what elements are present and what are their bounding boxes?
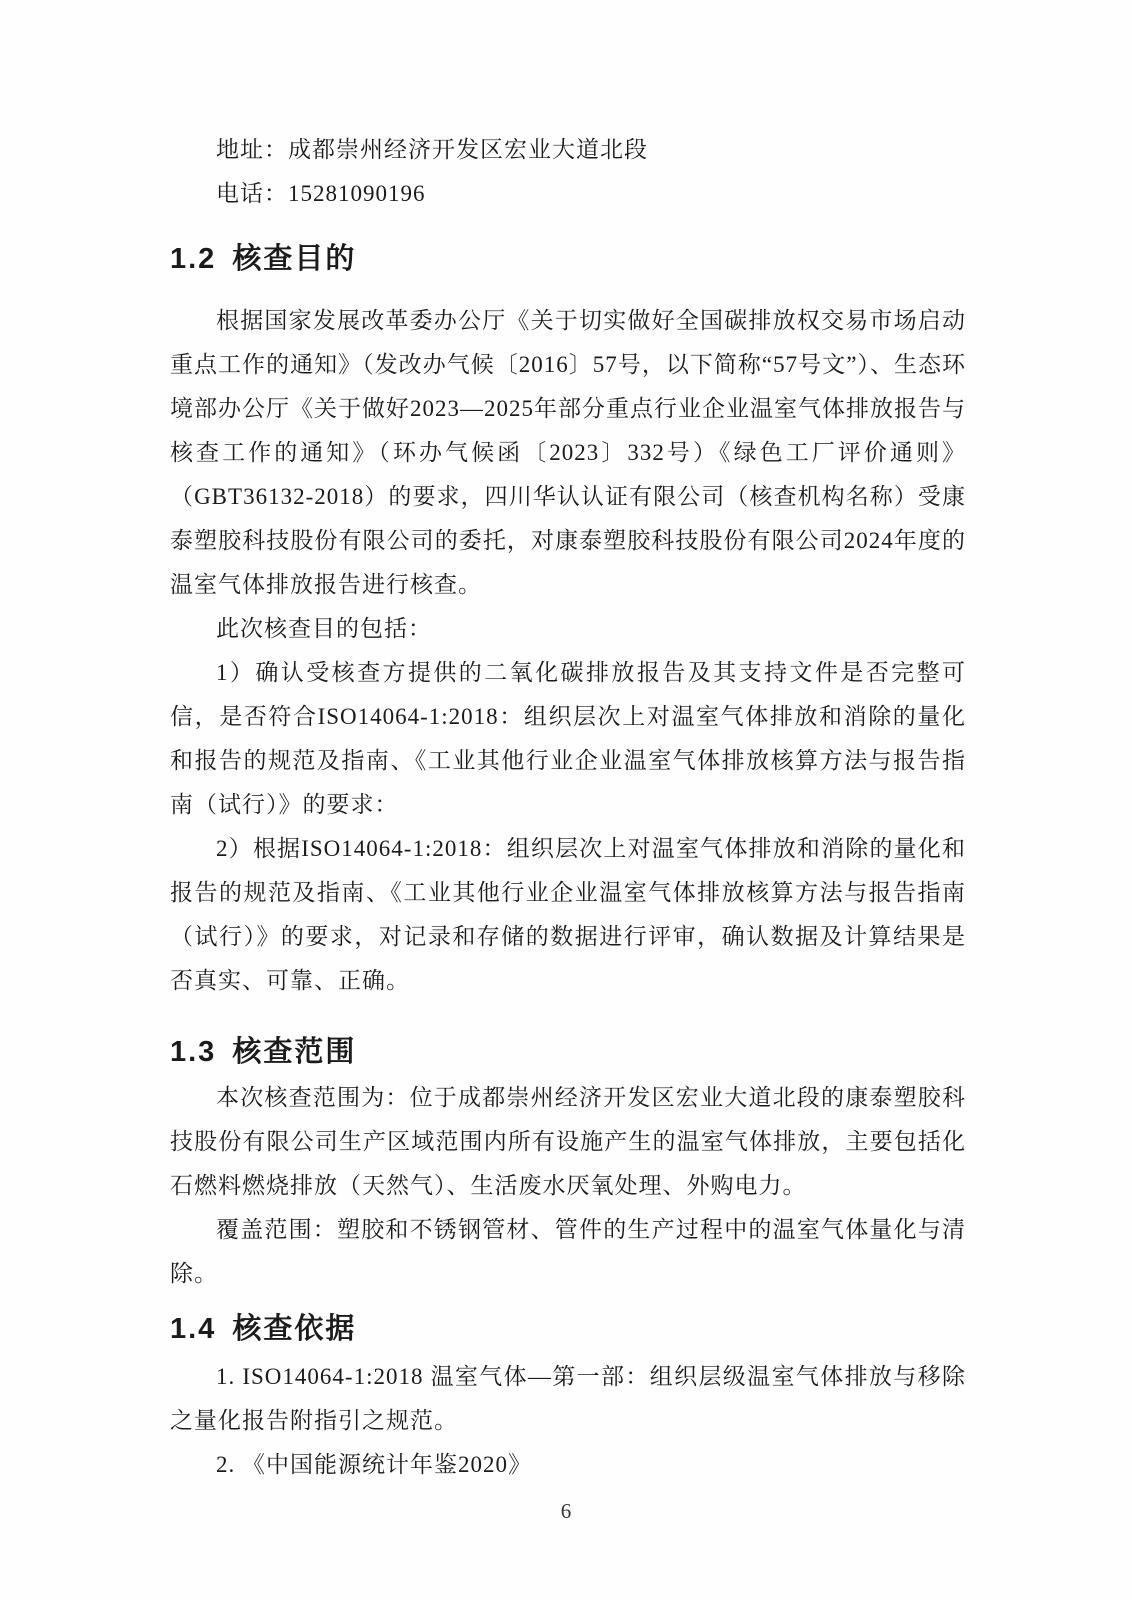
page-number: 6 bbox=[560, 1499, 572, 1523]
phone-line: 电话：15281090196 bbox=[216, 181, 426, 206]
paragraph: 2. 《中国能源统计年鉴2020》 bbox=[216, 1452, 532, 1477]
page-content bbox=[170, 128, 966, 1487]
paragraph: 1）确认受核查方提供的二氧化碳排放报告及其支持文件是否完整可信，是否符合ISO14064-1:2018：组织层次上对温室气体排放和消除的量化和报告的规范及指南、《工业其他行业企业温室气体排放核算方法与报告指南（试行）》的要求： bbox=[170, 660, 966, 817]
paragraph: 覆盖范围：塑胶和不锈钢管材、管件的生产过程中的温室气体量化与清除。 bbox=[170, 1217, 966, 1286]
paragraph: 根据国家发展改革委办公厅《关于切实做好全国碳排放权交易市场启动重点工作的通知》（发改办气候〔2016〕57号，以下简称“57号文”）、生态环境部办公厅《关于做好2023—2025年部分重点行业企业温室气体排放报告与核查工作的通知》（环办气候函〔2023〕332号）《绿色工厂评价通则》（GBT36132-2018）的要求，四川华认认证有限公司（核查机构名称）受康泰塑胶科技股份有限公司的委托，对康泰塑胶科技股份有限公司2024年度的温室气体排放报告进行核查。 bbox=[170, 308, 966, 597]
section-heading-verification-basis: 1.4 核查依据 bbox=[170, 1313, 357, 1345]
paragraph: 2）根据ISO14064-1:2018：组织层次上对温室气体排放和消除的量化和报告的规范及指南、《工业其他行业企业温室气体排放核算方法与报告指南（试行）》的要求，对记录和存储的数据进行评审，确认数据及计算结果是否真实、可靠、正确。 bbox=[170, 836, 966, 993]
paragraph: 此次核查目的包括： bbox=[216, 616, 432, 641]
paragraph: 本次核查范围为：位于成都崇州经济开发区宏业大道北段的康泰塑胶科技股份有限公司生产区域范围内所有设施产生的温室气体排放，主要包括化石燃料燃烧排放（天然气）、生活废水厌氧处理、外购电力。 bbox=[170, 1085, 966, 1198]
section-heading-verification-scope: 1.3 核查范围 bbox=[170, 1036, 357, 1068]
address-line: 地址：成都崇州经济开发区宏业大道北段 bbox=[216, 137, 648, 162]
section-heading-verification-purpose: 1.2 核查目的 bbox=[170, 243, 357, 275]
paragraph: 1. ISO14064-1:2018 温室气体—第一部：组织层级温室气体排放与移除之量化报告附指引之规范。 bbox=[170, 1364, 966, 1433]
